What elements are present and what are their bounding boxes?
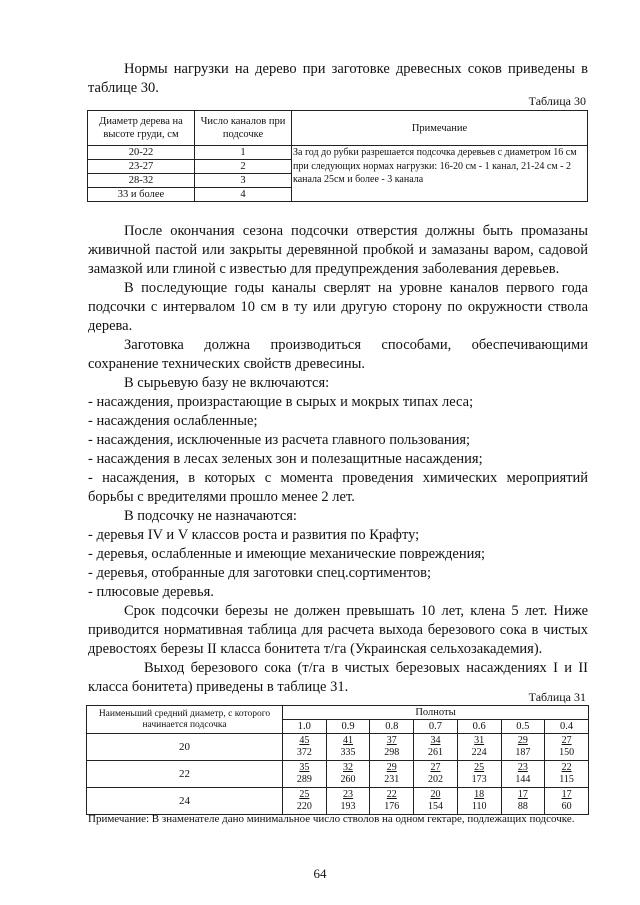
table-row	[88, 146, 588, 160]
list-item: - плюсовые деревья.	[88, 584, 214, 600]
t31-density: 0.4	[545, 720, 589, 734]
list-item: - деревья IV и V классов роста и развития по Крафту;	[88, 527, 420, 543]
t31-num: 20	[430, 789, 441, 800]
t31-den: 173	[471, 774, 487, 785]
t31-den: 261	[427, 747, 443, 758]
t30-diameter: 23-27	[88, 160, 195, 174]
main-text	[88, 222, 588, 697]
t31-density: 0.5	[501, 720, 545, 734]
t31-den: 60	[561, 801, 572, 812]
t30-diameter: 28-32	[88, 174, 195, 188]
t31-den: 88	[517, 801, 528, 812]
paragraph: Выход березового сока (т/га в чистых березовых насаждениях I и II класса бонитета) приведены в таблице 31.	[88, 660, 588, 695]
paragraph: В подсочку не назначаются:	[124, 508, 297, 524]
t31-diameter: 20	[87, 734, 283, 761]
t31-cell	[414, 761, 458, 788]
t31-cell	[501, 734, 545, 761]
t31-density: 0.8	[370, 720, 414, 734]
list-item: - насаждения, в которых с момента проведения химических мероприятий борьбы с вредителями прошло менее 2 лет.	[88, 470, 588, 505]
t31-num: 18	[474, 789, 485, 800]
t31-den: 154	[427, 801, 443, 812]
list-item: - насаждения в лесах зеленых зон и полезащитные насаждения;	[88, 451, 483, 467]
t31-den: 110	[471, 801, 487, 812]
t31-num: 29	[517, 735, 528, 746]
t31-num: 17	[561, 789, 572, 800]
t31-num: 41	[343, 735, 354, 746]
t31-num: 45	[299, 735, 310, 746]
t31-cell	[457, 734, 501, 761]
t31-den: 231	[384, 774, 400, 785]
t31-cell	[283, 734, 327, 761]
t31-den: 115	[559, 774, 574, 785]
paragraph: В сырьевую базу не включаются:	[124, 375, 330, 391]
t30-channels: 4	[195, 188, 292, 202]
t31-density: 1.0	[283, 720, 327, 734]
t31-cell	[501, 788, 545, 815]
t31-cell	[457, 761, 501, 788]
t31-num: 27	[561, 735, 572, 746]
list-item: - насаждения, произрастающие в сырых и мокрых типах леса;	[88, 394, 474, 410]
t30-channels: 1	[195, 146, 292, 160]
t31-den: 220	[296, 801, 312, 812]
t31-num: 25	[299, 789, 310, 800]
t31-num: 17	[517, 789, 528, 800]
t31-den: 298	[384, 747, 400, 758]
t31-cell	[370, 734, 414, 761]
table31-caption: Таблица 31	[528, 690, 586, 704]
t31-cell	[501, 761, 545, 788]
t30-diameter: 20-22	[88, 146, 195, 160]
t31-cell	[283, 761, 327, 788]
t31-cell	[326, 761, 370, 788]
t31-num: 22	[561, 762, 572, 773]
paragraph: В последующие годы каналы сверлят на уровне каналов первого года подсочки с интервалом 10 см в ту или другую сторону по окружности ствола дерева.	[88, 280, 588, 334]
t31-num: 22	[386, 789, 397, 800]
table-row	[87, 788, 589, 815]
table-row	[87, 734, 589, 761]
list-item: - деревья, отобранные для заготовки спец.сортиментов;	[88, 565, 432, 581]
t31-num: 31	[474, 735, 485, 746]
t31-num: 25	[474, 762, 485, 773]
paragraph: После окончания сезона подсочки отверстия должны быть промазаны живичной пастой или закрыты деревянной пробкой и замазаны варом, садовой замазкой или глиной с известью для предупреждения заболевания деревьев.	[88, 223, 588, 277]
t31-header-group: Полноты	[283, 706, 589, 720]
table-30	[87, 110, 588, 202]
t30-diameter: 33 и более	[88, 188, 195, 202]
t30-header-note: Примечание	[292, 111, 588, 146]
t31-den: 193	[340, 801, 356, 812]
t31-cell	[283, 788, 327, 815]
t31-cell	[545, 788, 589, 815]
t31-density: 0.7	[414, 720, 458, 734]
t31-diameter: 24	[87, 788, 283, 815]
t31-diameter: 22	[87, 761, 283, 788]
list-item: - насаждения ослабленные;	[88, 413, 258, 429]
page-number: 64	[313, 866, 327, 881]
t31-num: 27	[430, 762, 441, 773]
t31-num: 32	[343, 762, 354, 773]
list-item: - насаждения, исключенные из расчета главного пользования;	[88, 432, 471, 448]
t31-header-label: Наименьший средний диаметр, с которого начинается подсочка	[87, 706, 283, 734]
t31-den: 335	[340, 747, 356, 758]
t31-num: 23	[517, 762, 528, 773]
t31-den: 372	[296, 747, 312, 758]
t31-density: 0.6	[457, 720, 501, 734]
t30-channels: 2	[195, 160, 292, 174]
table-row	[87, 761, 589, 788]
t31-den: 202	[427, 774, 443, 785]
t31-den: 224	[471, 747, 487, 758]
t31-den: 150	[559, 747, 575, 758]
t31-cell	[414, 734, 458, 761]
t31-num: 35	[299, 762, 310, 773]
t31-den: 176	[384, 801, 400, 812]
t30-note: За год до рубки разрешается подсочка деревьев с диаметром 16 см при следующих нормах нагрузки: 16-20 см - 1 канал, 21-24 см - 2 канала 25см и более - 3 канала	[292, 146, 588, 202]
list-item: - деревья, ослабленные и имеющие механические повреждения;	[88, 546, 486, 562]
t31-density: 0.9	[326, 720, 370, 734]
t30-channels: 3	[195, 174, 292, 188]
paragraph: Заготовка должна производиться способами, обеспечивающими сохранение технических свойств древесины.	[88, 337, 588, 372]
t31-num: 34	[430, 735, 441, 746]
paragraph: Срок подсочки березы не должен превышать 10 лет, клена 5 лет. Ниже приводится нормативная таблица для расчета выхода березового сока в чистых древостоях березы II класса бонитета т/га (Украинская сельхозакадемия).	[88, 603, 588, 657]
table30-caption: Таблица 30	[528, 94, 586, 108]
t30-header-diameter: Диаметр дерева на высоте груди, см	[88, 111, 195, 146]
t31-cell	[370, 788, 414, 815]
t31-den: 187	[515, 747, 531, 758]
t30-header-channels: Число каналов при подсочке	[195, 111, 292, 146]
t31-cell	[457, 788, 501, 815]
table-31	[86, 705, 589, 815]
t31-cell	[326, 788, 370, 815]
t31-num: 29	[386, 762, 397, 773]
t31-den: 289	[296, 774, 312, 785]
t31-den: 144	[515, 774, 531, 785]
t31-num: 23	[343, 789, 354, 800]
t31-cell	[545, 734, 589, 761]
t31-cell	[414, 788, 458, 815]
table31-note: Примечание: В знаменателе дано минимальное число стволов на одном гектаре, подлежащих подсочке.	[88, 813, 575, 825]
t31-cell	[370, 761, 414, 788]
intro-paragraph: Нормы нагрузки на дерево при заготовке древесных соков приведены в таблице 30.	[88, 61, 588, 96]
t31-cell	[545, 761, 589, 788]
t31-den: 260	[340, 774, 356, 785]
t31-cell	[326, 734, 370, 761]
t31-num: 37	[386, 735, 397, 746]
